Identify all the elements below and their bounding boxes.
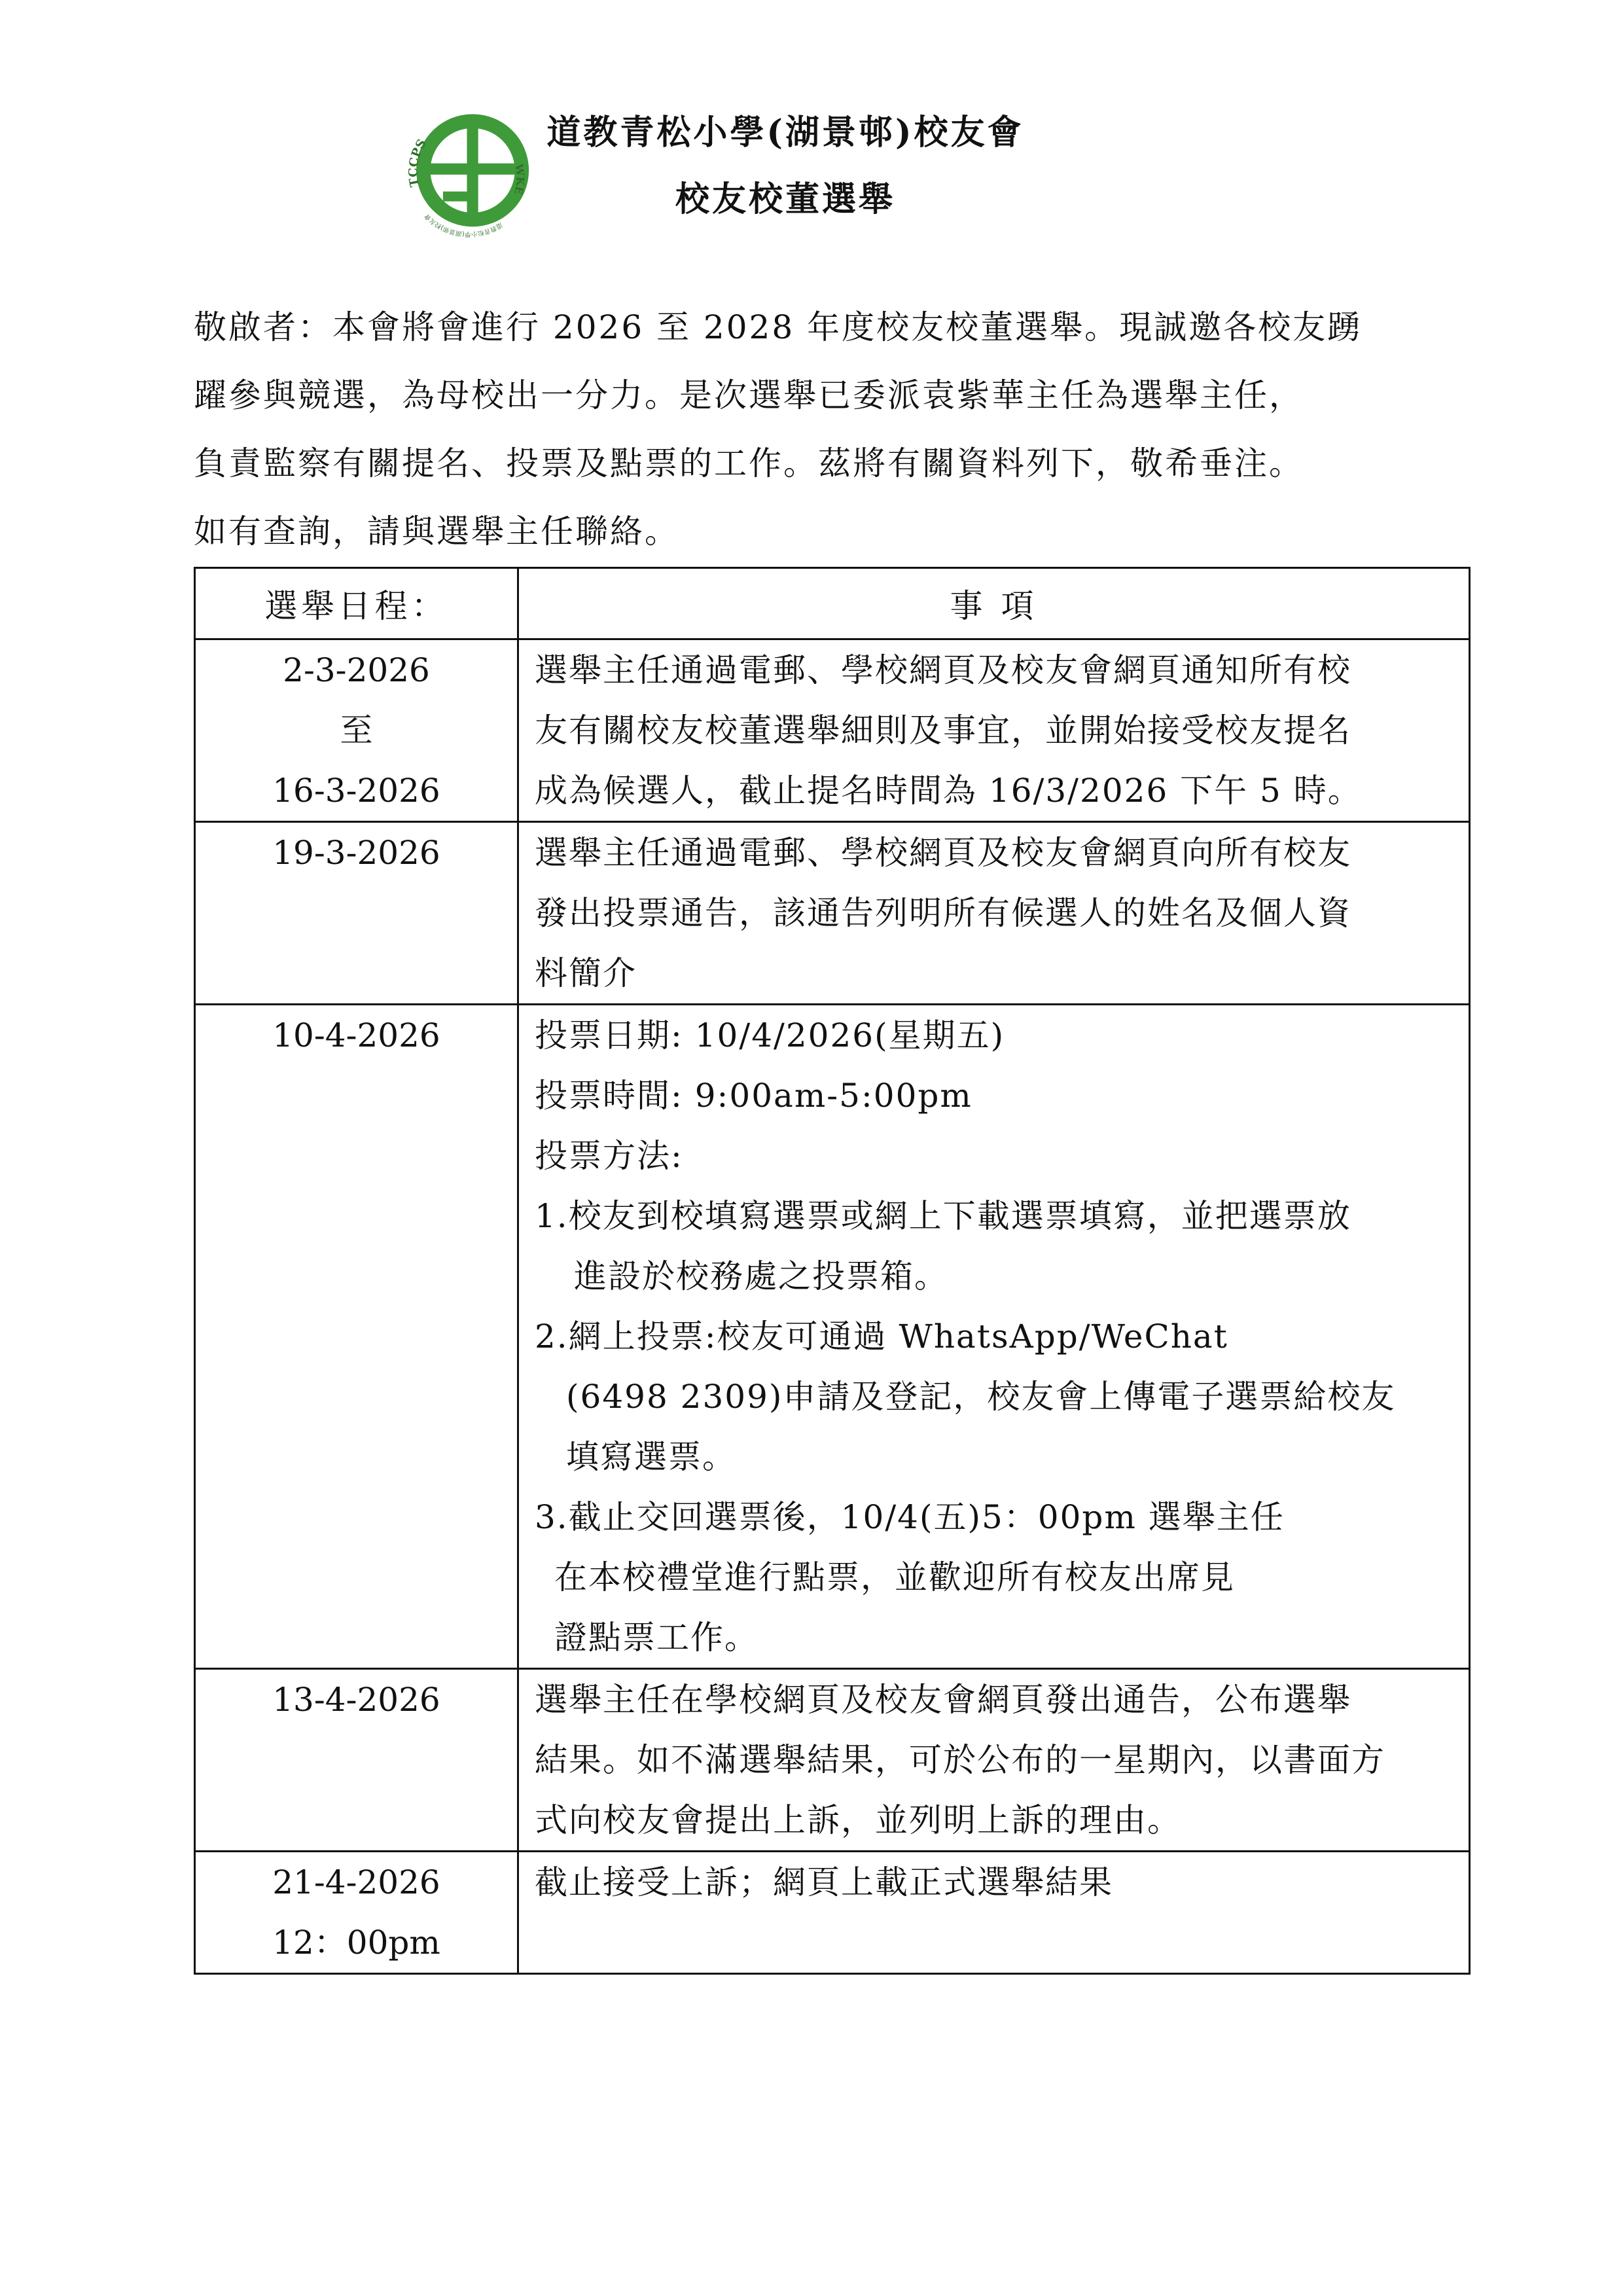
logo-top-text: TCCPS — [406, 137, 429, 188]
voting-method-step-continued: 證點票工作。 — [554, 1619, 758, 1657]
voting-method-step-continued: 填寫選票。 — [566, 1438, 736, 1476]
intro-line: 敬啟者：本會將會進行 2026 至 2028 年度校友校董選舉。現誠邀各校友踴 — [194, 308, 1363, 346]
table-row — [195, 1669, 1470, 1852]
item-cell — [518, 639, 1470, 822]
logo-bottom-text: 道教青松小學(湖景邨)校友會 — [423, 212, 504, 238]
item-line: 選舉主任通過電郵、學校網頁及校友會網頁向所有校友 — [535, 834, 1351, 872]
table-row — [195, 1005, 1470, 1669]
date-cell — [195, 822, 518, 1005]
intro-line: 躍參與競選，為母校出一分力。是次選舉已委派袁紫華主任為選舉主任， — [194, 376, 1304, 414]
item-cell — [518, 1005, 1470, 1669]
organization-title: 道教青松小學(湖景邨)校友會 — [546, 113, 1024, 152]
voting-method-step-continued: 進設於校務處之投票箱。 — [574, 1257, 948, 1295]
logo-right-text: WKE — [512, 163, 527, 196]
item-cell — [518, 822, 1470, 1005]
intro-line: 負責監察有關提名、投票及點票的工作。茲將有關資料列下，敬希垂注。 — [194, 444, 1304, 482]
table-row — [195, 639, 1470, 822]
voting-method-step-continued: (6498 2309)申請及登記，校友會上傳電子選票給校友 — [566, 1378, 1396, 1416]
date-line: 21-4-2026 — [272, 1863, 440, 1901]
date-line: 至 — [340, 711, 373, 749]
table-row — [195, 822, 1470, 1005]
item-line: 成為候選人，截止提名時間為 16/3/2026 下午 5 時。 — [535, 772, 1362, 810]
voting-method-step: 1.校友到校填寫選票或網上下載選票填寫，並把選票放 — [535, 1197, 1351, 1235]
item-cell — [518, 1852, 1470, 1974]
date-line: 12：00pm — [272, 1924, 440, 1962]
voting-method-step: 2.網上投票:校友可通過 WhatsApp/WeChat — [535, 1318, 1228, 1355]
item-line: 發出投票通告，該通告列明所有候選人的姓名及個人資 — [535, 894, 1351, 932]
item-line: 式向校友會提出上訴，並列明上訴的理由。 — [535, 1801, 1181, 1839]
date-line: 16-3-2026 — [272, 772, 440, 810]
header-item: 事 項 — [518, 568, 1470, 639]
date-cell — [195, 1005, 518, 1669]
table-header-row — [195, 568, 1470, 639]
table-row — [195, 1852, 1470, 1974]
date-cell — [195, 639, 518, 822]
item-line: 友有關校友校董選舉細則及事宜，並開始接受校友提名 — [535, 711, 1351, 749]
date-cell — [195, 1669, 518, 1852]
item-line: 投票日期: 10/4/2026(星期五) — [535, 1016, 1005, 1054]
date-cell — [195, 1852, 518, 1974]
logo-cross-horizontal — [423, 164, 522, 175]
item-cell — [518, 1669, 1470, 1852]
item-line: 料簡介 — [535, 954, 637, 992]
item-line: 投票方法: — [535, 1137, 683, 1175]
document-title: 校友校董選舉 — [675, 179, 895, 219]
election-schedule-table — [194, 567, 1471, 1975]
item-line: 選舉主任通過電郵、學校網頁及校友會網頁通知所有校 — [535, 651, 1351, 689]
date-line: 10-4-2026 — [272, 1016, 440, 1054]
header-date: 選舉日程： — [195, 568, 518, 639]
date-line: 13-4-2026 — [272, 1681, 440, 1719]
item-line: 截止接受上訴；網頁上載正式選舉結果 — [535, 1863, 1113, 1901]
voting-method-step-continued: 在本校禮堂進行點票，並歡迎所有校友出席見 — [554, 1558, 1235, 1596]
item-line: 選舉主任在學校網頁及校友會網頁發出通告，公布選舉 — [535, 1681, 1351, 1719]
item-line: 結果。如不滿選舉結果，可於公布的一星期內，以書面方 — [535, 1741, 1385, 1779]
date-line: 2-3-2026 — [283, 651, 430, 689]
intro-paragraph — [194, 293, 1489, 565]
date-line: 19-3-2026 — [272, 834, 440, 872]
item-line: 投票時間: 9:00am-5:00pm — [535, 1077, 972, 1115]
intro-line: 如有查詢，請與選舉主任聯絡。 — [194, 512, 679, 550]
voting-method-step: 3.截止交回選票後，10/4(五)5：00pm 選舉主任 — [535, 1498, 1285, 1536]
